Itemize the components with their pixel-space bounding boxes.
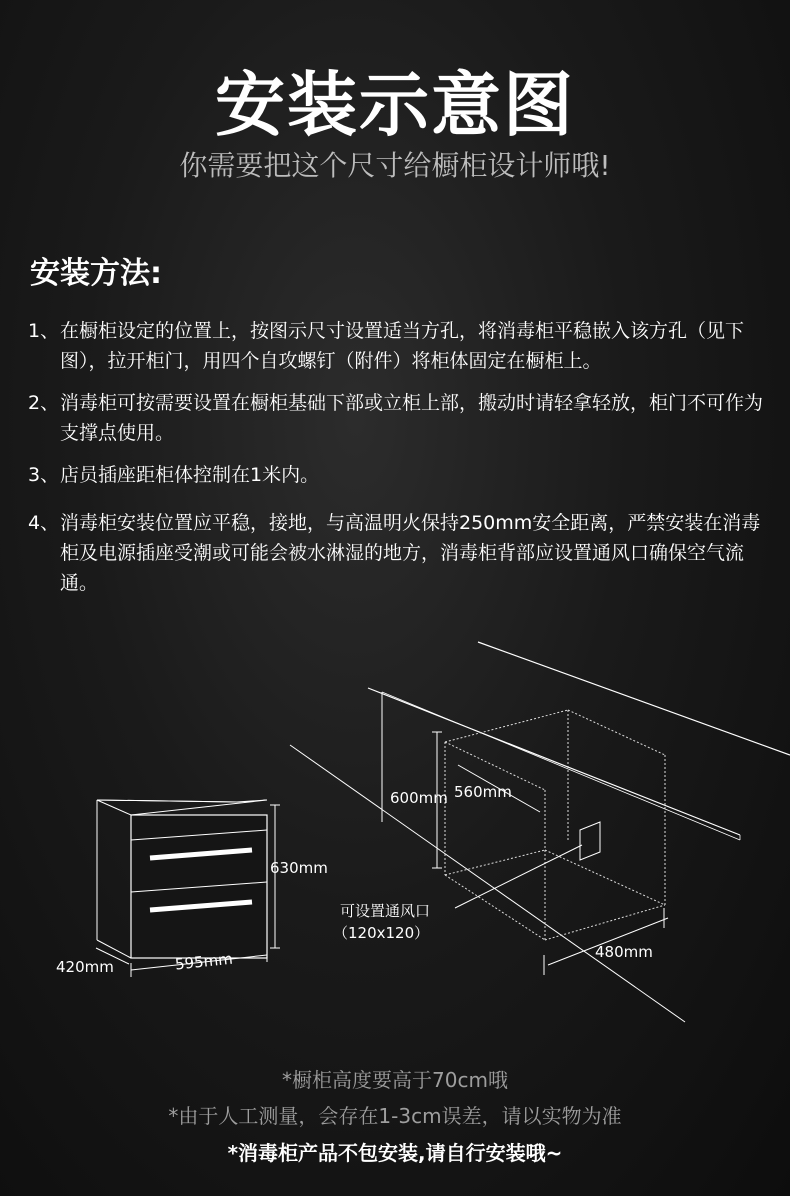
step-2 <box>28 388 768 448</box>
step-text: 消毒柜可按需要设置在橱柜基础下部或立柜上部，搬动时请轻拿轻放，柜门不可作为支撑点使用。 <box>60 392 764 444</box>
page-subtitle: 你需要把这个尺寸给橱柜设计师哦! <box>179 149 611 182</box>
step-number: 2、 <box>28 392 60 414</box>
cutout-depth-label: 480mm <box>595 943 653 961</box>
cabinet-width-label: 595mm <box>174 949 234 974</box>
cutout-box <box>445 710 665 940</box>
method-heading: 安装方法: <box>30 256 162 291</box>
countertop-lines <box>290 642 790 1022</box>
step-text: 在橱柜设定的位置上，按图示尺寸设置适当方孔，将消毒柜平稳嵌入该方孔（见下图），拉开柜门，用四个自攻螺钉（附件）将柜体固定在橱柜上。 <box>60 320 745 372</box>
cutout-width-label: 560mm <box>454 783 512 801</box>
installation-diagram <box>0 630 790 1050</box>
installation-steps <box>28 316 768 610</box>
step-text: 店员插座距柜体控制在1米内。 <box>60 464 320 486</box>
step-number: 4、 <box>28 512 60 534</box>
vent-size-label: （120x120） <box>333 924 430 942</box>
step-number: 3、 <box>28 464 60 486</box>
step-number: 1、 <box>28 320 60 342</box>
note-tolerance: *由于人工测量，会存在1-3cm误差，请以实物为准 <box>168 1104 622 1128</box>
step-3 <box>28 460 768 490</box>
disinfection-cabinet <box>97 800 267 958</box>
cutout-height-label: 600mm <box>390 789 448 807</box>
page-title: 安装示意图 <box>215 64 575 146</box>
step-text: 消毒柜安装位置应平稳，接地，与高温明火保持250mm安全距离，严禁安装在消毒柜及电源插座受潮或可能会被水淋湿的地方，消毒柜背部应设置通风口确保空气流通。 <box>60 512 761 594</box>
cabinet-depth-label: 420mm <box>56 958 114 976</box>
cabinet-height-label: 630mm <box>270 859 328 877</box>
vent-label: 可设置通风口 <box>340 902 431 920</box>
note-height: *橱柜高度要高于70cm哦 <box>282 1068 508 1092</box>
step-1 <box>28 316 768 376</box>
step-4 <box>28 508 768 598</box>
note-installation: *消毒柜产品不包安装,请自行安装哦~ <box>227 1141 563 1165</box>
